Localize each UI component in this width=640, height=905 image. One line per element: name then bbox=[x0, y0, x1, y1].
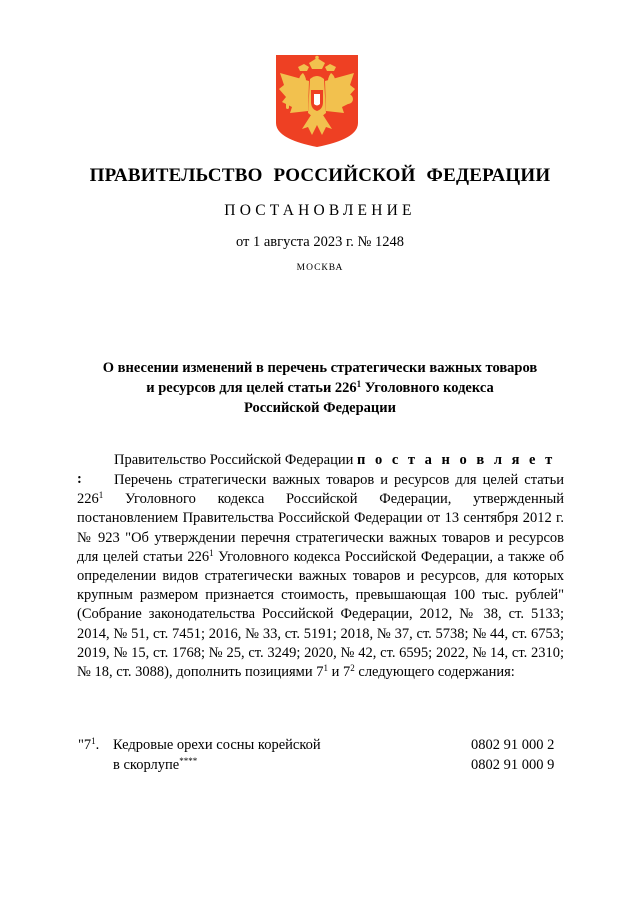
list-item-name: Кедровые орехи сосны корейской bbox=[113, 737, 321, 753]
title-line-1: О внесении изменений в перечень стратегически важных товаров bbox=[102, 360, 538, 376]
list-item-code: 0802 91 000 2 bbox=[471, 737, 555, 753]
decree-title bbox=[0, 358, 640, 418]
list-item bbox=[78, 756, 568, 776]
list-item bbox=[78, 736, 568, 756]
decree-paragraph: Перечень стратегически важных товаров и ресурсов для целей статьи $226^1$ Уголовного кодекса Российской Федерации, утвержденный постановлением Правительства Российской Федерации от 13 сентября 2012 г. № 923 "Об утверждении перечня стратегически важных товаров и ресурсов для целей статьи $226^1$ Уголовного кодекса Российской Федерации, а также об определении видов стратегически важных товаров и ресурсов, для которых крупным размером признается стоимость, превышающая 100 тыс. рублей" (Собрание законодательства Российской Федерации, 2012, № 38, ст. 5133; 2014, № 51, ст. 7451; 2016, № 33, ст. 5191; 2018, № 37, ст. 5738; № 44, ст. 6753; 2019, № 15, ст. 1768; № 25, ст. 3249; 2020, № 42, ст. 6595; 2022, № 14, ст. 2310; № 18, ст. 3088), дополнить позициями $7^1$ и $7^2$ следующего содержания: bbox=[77, 472, 564, 681]
list-item-code: 0802 91 000 9 bbox=[471, 756, 555, 773]
decree-keyword: п о с т а н о в л я е т : bbox=[77, 452, 556, 488]
goods-list bbox=[78, 736, 568, 775]
decree-city: МОСКВА bbox=[296, 263, 344, 273]
government-name: ПРАВИТЕЛЬСТВО РОССИЙСКОЙ ФЕДЕРАЦИИ bbox=[89, 165, 551, 186]
decree-date-number: от 1 августа 2023 г. № 1248 bbox=[235, 234, 405, 250]
coat-of-arms-emblem bbox=[276, 55, 358, 147]
decree-preamble: Правительство Российской Федерации п о с т а н о в л я е т : bbox=[77, 452, 556, 488]
list-item-name: в скорлупе**** bbox=[113, 755, 198, 773]
list-item-number: "$7^1$. bbox=[78, 736, 100, 753]
document-type: ПОСТАНОВЛЕНИЕ bbox=[224, 202, 416, 219]
title-line-2: и ресурсов для целей статьи $226^1$ Уголовного кодекса bbox=[146, 379, 494, 396]
title-line-3: Российской Федерации bbox=[243, 400, 396, 416]
